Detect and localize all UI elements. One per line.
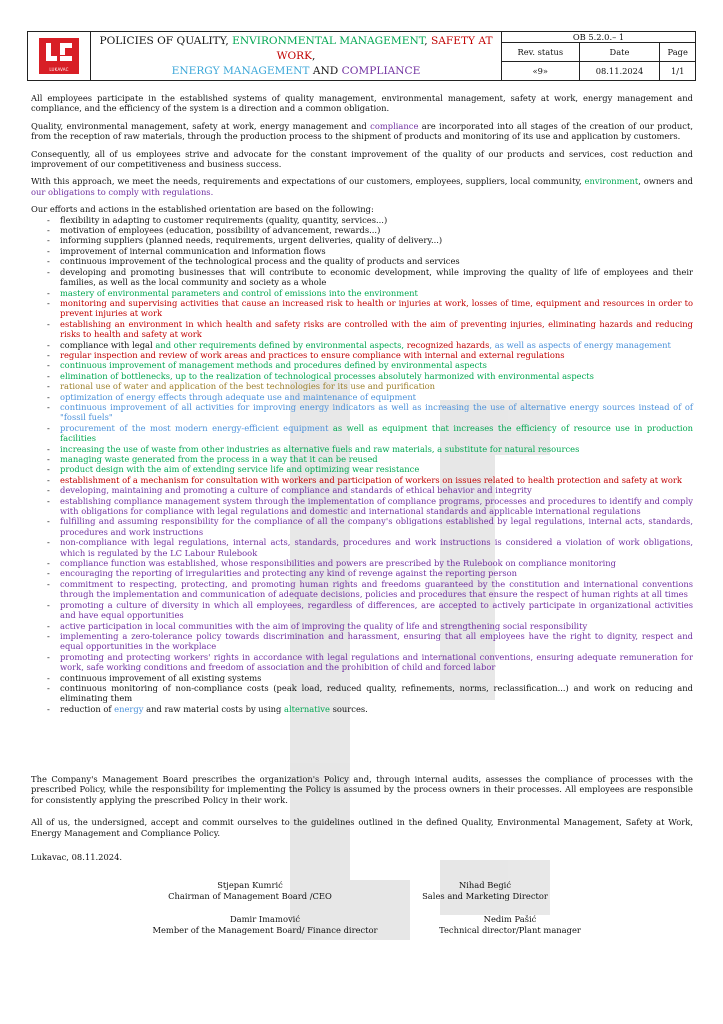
text-run: , bbox=[312, 49, 316, 62]
text-run: our obligations to comply with regulations. bbox=[31, 186, 214, 197]
text-run: as well as equipment that increases the efficiency of resource use in production facilities bbox=[60, 422, 693, 444]
date-value: 08.11.2024 bbox=[579, 62, 660, 81]
document-number: OB 5.2.0.– 1 bbox=[502, 32, 696, 43]
policy-body bbox=[31, 93, 693, 714]
text-run: and other requirements defined by environmental aspects, bbox=[155, 339, 407, 350]
list-item bbox=[31, 496, 693, 517]
list-item bbox=[31, 392, 693, 402]
list-item bbox=[31, 568, 693, 578]
text-run: recognized hazards bbox=[406, 339, 490, 350]
text-run: SAFETY AT WORK bbox=[276, 34, 493, 62]
signatory-name: Stjepan Kumrić bbox=[217, 880, 283, 890]
text-run: motivation of employees (education, possibility of advancement, rewards...) bbox=[60, 225, 381, 236]
title-line-1 bbox=[91, 34, 501, 64]
text-run: compliance function was established, whose responsibilities and powers are prescribed by the Rulebook on compliance monitoring bbox=[60, 558, 617, 569]
text-run: promoting and protecting workers' rights in accordance with legal regulations and international conventions, ensuring adequate remuneration for work, safe working conditions and freedom of association and the prohibition of child and forced labor bbox=[60, 651, 693, 673]
text-run: establishing compliance management system through the implementation of compliance programs, processes and procedures to identify and comply with obligations for compliance with legal regulations and domestic and international standards and applicable international regulations bbox=[60, 495, 693, 517]
list-item bbox=[31, 350, 693, 360]
title-line-2 bbox=[91, 64, 501, 79]
text-run: informing suppliers (planned needs, requirements, urgent deliveries, quality of delivery...) bbox=[60, 235, 443, 246]
text-run: Consequently, all of us employees strive and advocate for the constant improvement of the quality of our products and services, cost reduction and improvement of our competitiveness and business success. bbox=[31, 148, 693, 170]
closing-paragraph-board: The Company's Management Board prescribes the organization's Policy and, through internal audits, assesses the compliance of processes with the prescribed Policy, while the responsibility for implementing the Policy is assumed by the process owners in their processes. All employees are responsible for consistently applying the prescribed Policy in their work. bbox=[31, 774, 693, 805]
text-run: continuous improvement of management methods and procedures defined by environmental aspects bbox=[60, 360, 487, 371]
list-item bbox=[31, 319, 693, 340]
rev-status-value: «9» bbox=[502, 62, 580, 81]
signatory-role: Chairman of Management Board /CEO bbox=[168, 891, 332, 901]
list-item bbox=[31, 246, 693, 256]
list-item bbox=[31, 288, 693, 298]
text-run: product design with the aim of extending service life and optimizing wear resistance bbox=[60, 464, 420, 475]
list-item bbox=[31, 485, 693, 495]
logo-text: LUKAVAC bbox=[49, 67, 69, 72]
signatory-name: Damir Imamović bbox=[229, 914, 301, 924]
text-run: monitoring and supervising activities that cause an increased risk to health or injuries at work, losses of time, equipment and resources in order to prevent injuries at work bbox=[60, 297, 693, 319]
page-value: 1/1 bbox=[660, 62, 696, 81]
list-item bbox=[31, 673, 693, 683]
closing-paragraph-commitment: All of us, the undersigned, accept and commit ourselves to the guidelines outlined in the defined Quality, Environmental Management, Safety at Work, Energy Management and Compliance Policy. bbox=[31, 817, 693, 838]
intro-paragraph bbox=[31, 121, 693, 142]
list-item bbox=[31, 652, 693, 673]
list-item bbox=[31, 704, 693, 714]
signatory-name: Nihad Begić bbox=[458, 880, 512, 890]
list-item bbox=[31, 267, 693, 288]
list-item bbox=[31, 558, 693, 568]
text-run: environment bbox=[584, 176, 639, 187]
text-run: COMPLIANCE bbox=[341, 64, 421, 77]
text-run: establishment of a mechanism for consultation with workers and participation of workers on issues related to health protection and safety at work bbox=[60, 474, 682, 485]
signatory-name: Nedim Pašić bbox=[483, 914, 537, 924]
text-run: Quality, environmental management, safety at work, energy management and bbox=[31, 120, 371, 131]
signature-technical-director bbox=[405, 914, 615, 936]
intro-paragraphs bbox=[31, 93, 693, 197]
intro-paragraph bbox=[31, 176, 693, 197]
text-run: encouraging the reporting of irregularities and protecting any kind of revenge against the reporting person bbox=[60, 568, 518, 579]
list-item bbox=[31, 235, 693, 245]
signatory-role: Sales and Marketing Director bbox=[422, 891, 548, 901]
text-run: are incorporated into all stages of the creation of our product, from the reception of raw materials, through the production process to the shipment of products and monitoring of its use and application by customers. bbox=[31, 120, 693, 142]
list-item bbox=[31, 454, 693, 464]
list-item bbox=[31, 215, 693, 225]
text-run: continuous improvement of all activities for improving energy indicators as well as increasing the use of alternative energy sources instead of of "fossil fuels" bbox=[60, 401, 693, 423]
text-run: establishing an environment in which health and safety risks are controlled with the aim of preventing injuries, eliminating hazards and reducing risks to health and safety at work bbox=[60, 318, 693, 340]
logo-cell bbox=[28, 32, 91, 81]
list-item bbox=[31, 464, 693, 474]
list-item bbox=[31, 340, 693, 350]
list-item bbox=[31, 621, 693, 631]
text-run: AND bbox=[309, 64, 342, 77]
text-run: , bbox=[424, 34, 431, 47]
signatory-role: Member of the Management Board/ Finance director bbox=[152, 925, 378, 935]
list-item bbox=[31, 225, 693, 235]
signatory-role: Technical director/Plant manager bbox=[439, 925, 581, 935]
text-run: flexibility in adapting to customer requirements (quality, quantity, services...) bbox=[60, 214, 388, 225]
text-run: managing waste generated from the process in a way that it can be reused bbox=[60, 454, 378, 464]
text-run: elimination of bottlenecks, up to the realization of technological processes absolutely harmonized with environmental aspects bbox=[60, 370, 594, 381]
document-title bbox=[91, 32, 502, 81]
list-item bbox=[31, 381, 693, 391]
text-run: and raw material costs by using bbox=[143, 703, 284, 714]
text-run: sources. bbox=[329, 703, 368, 714]
date-header: Date bbox=[579, 43, 660, 62]
list-item bbox=[31, 360, 693, 370]
text-run: promoting a culture of diversity in which all employees, regardless of differences, are accepted to actively participate in organizational activities and have equal opportunities bbox=[60, 599, 693, 621]
efforts-heading: Our efforts and actions in the established orientation are based on the following: bbox=[31, 204, 374, 215]
list-item bbox=[31, 600, 693, 621]
list-item bbox=[31, 402, 693, 423]
text-run: non-compliance with legal regulations, internal acts, standards, procedures and work instructions is considered a violation of work obligations, which is regulated by the LC Labour Rulebook bbox=[60, 537, 693, 558]
text-run: developing, maintaining and promoting a culture of compliance and standards of ethical behavior and integrity bbox=[60, 485, 532, 496]
list-item bbox=[31, 371, 693, 381]
text-run: compliance with legal bbox=[60, 339, 156, 350]
text-run: continuous improvement of the technological process and the quality of products and services bbox=[60, 256, 460, 267]
rev-status-header: Rev. status bbox=[502, 43, 580, 62]
text-run: commitment to respecting, protecting, and promoting human rights and freedoms guaranteed by the constitution and international conventions through the implementation and communication of adequate decisions, policies and procedures that ensure the respect of human rights at all times bbox=[60, 578, 693, 600]
text-run: rational use of water and application of the best technologies for its use and purification bbox=[60, 381, 436, 392]
list-item bbox=[31, 444, 693, 454]
text-run: With this approach, we meet the needs, requirements and expectations of our customers, employees, suppliers, local community, bbox=[31, 176, 585, 187]
text-run: active participation in local communities with the aim of improving the quality of life and strengthening social responsibility bbox=[60, 620, 588, 631]
signature-sales-director bbox=[385, 880, 585, 902]
text-run: compliance bbox=[370, 120, 419, 131]
list-item bbox=[31, 579, 693, 600]
text-run: continuous monitoring of non-compliance costs (peak load, reduced quality, refinements, norms, reclassification...) and work on reducing and eliminating them bbox=[60, 682, 693, 704]
intro-paragraph bbox=[31, 149, 693, 170]
text-run: improvement of internal communication and information flows bbox=[60, 245, 326, 256]
list-item bbox=[31, 683, 693, 704]
text-run: continuous improvement of all existing systems bbox=[60, 672, 262, 683]
text-run: , owners and bbox=[638, 176, 693, 187]
text-run: implementing a zero-tolerance policy towards discrimination and harassment, ensuring that all employees have the right to dignity, respect and equal opportunities in the workplace bbox=[60, 630, 693, 652]
closing-section bbox=[31, 774, 693, 871]
list-item bbox=[31, 516, 693, 537]
page-header: Page bbox=[660, 43, 696, 62]
list-item bbox=[31, 631, 693, 652]
text-run: ENERGY MANAGEMENT bbox=[171, 64, 310, 77]
signature-finance-director bbox=[130, 914, 400, 936]
text-run: POLICIES OF QUALITY, bbox=[99, 34, 233, 47]
text-run: energy bbox=[114, 703, 144, 714]
text-run: developing and promoting businesses that will contribute to economic development, while improving the quality of life of employees and their families, as well as the local community and society as a whole bbox=[60, 266, 693, 288]
company-logo bbox=[39, 38, 79, 74]
place-date: Lukavac, 08.11.2024. bbox=[31, 852, 123, 863]
list-item bbox=[31, 475, 693, 485]
list-item bbox=[31, 256, 693, 266]
efforts-list bbox=[31, 215, 693, 715]
text-run: optimization of energy effects through adequate use and maintenance of equipment bbox=[60, 391, 417, 402]
text-run: fulfilling and assuming responsibility for the compliance of all the company's obligations established by legal regulations, internal acts, standards, procedures and work instructions bbox=[60, 516, 693, 537]
text-run: mastery of environmental parameters and control of emissions into the environment bbox=[60, 287, 418, 298]
signature-ceo bbox=[140, 880, 360, 902]
text-run: increasing the use of waste from other industries as alternative fuels and raw materials, a substitute for natural resources bbox=[60, 443, 580, 454]
intro-paragraph bbox=[31, 93, 693, 114]
list-item bbox=[31, 423, 693, 444]
list-item bbox=[31, 298, 693, 319]
text-run: regular inspection and review of work areas and practices to ensure compliance with internal and external regulations bbox=[60, 349, 565, 360]
text-run: alternative bbox=[284, 703, 330, 714]
list-item bbox=[31, 537, 693, 558]
text-run: procurement of the most modern energy-efficient equipment bbox=[60, 422, 333, 433]
text-run: , as well as aspects of energy management bbox=[489, 339, 671, 350]
text-run: All employees participate in the established systems of quality management, environmental management, safety at work, energy management and compliance, and the efficiency of the system is a direction and a common obligation. bbox=[31, 93, 693, 114]
text-run: reduction of bbox=[60, 703, 115, 714]
text-run: ENVIRONMENTAL MANAGEMENT bbox=[232, 34, 425, 47]
document-header bbox=[27, 31, 696, 81]
